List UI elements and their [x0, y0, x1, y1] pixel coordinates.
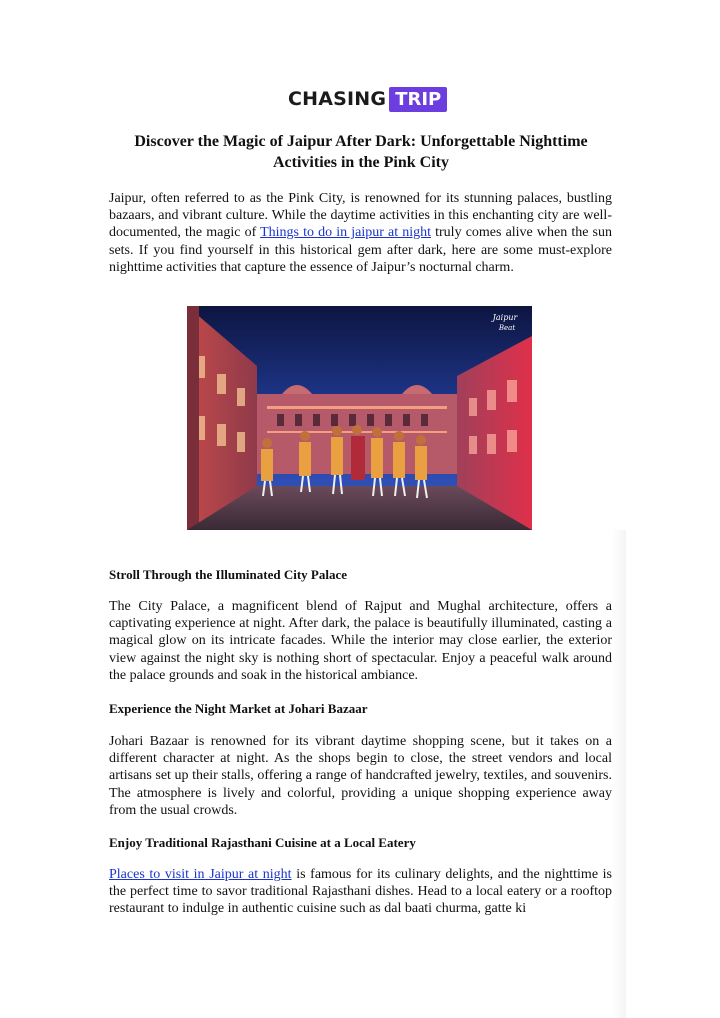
intro-paragraph: [109, 190, 612, 276]
section-heading: Enjoy Traditional Rajasthani Cuisine at a Local Eatery: [109, 835, 416, 850]
section-paragraph: [109, 866, 612, 918]
photo-watermark-line2: Beat: [498, 324, 516, 332]
section-heading: Experience the Night Market at Johari Bazaar: [109, 701, 368, 716]
section-paragraph-text: is famous for its culinary delights, and the nighttime is the perfect time to savor traditional Rajasthani dishes. Head to a local eatery or a rooftop restaurant to indulge in authentic cuisine such as dal baati churma, gatte ki: [109, 867, 613, 917]
photo-watermark-line1: Jaipur: [492, 313, 518, 322]
page-edge-shadow: [612, 530, 626, 1018]
logo-word-chasing: CHASING: [288, 88, 387, 110]
logo-word-trip: TRIP: [389, 87, 447, 112]
chasing-trip-logo[interactable]: [288, 87, 447, 112]
intro-text-after: truly comes alive when the sun sets. If you find yourself in this historical gem after dark, here are some must-explore nighttime activities that capture the essence of Jaipur’s nocturnal charm.: [109, 225, 612, 275]
section-paragraph: Johari Bazaar is renowned for its vibrant daytime shopping scene, but it takes on a different character at night. As the shops begin to close, the street vendors and local artisans set up their stalls, offering a range of handcrafted jewelry, textiles, and souvenirs. The atmosphere is lively and colorful, providing a unique shopping experience away from the usual crowds.: [109, 734, 612, 818]
section-heading: Stroll Through the Illuminated City Palace: [109, 567, 347, 582]
places-to-visit-link[interactable]: Places to visit in Jaipur at night: [109, 867, 292, 882]
things-to-do-link[interactable]: Things to do in jaipur at night: [260, 225, 432, 241]
section-paragraph: The City Palace, a magnificent blend of Rajput and Mughal architecture, offers a captivating experience at night. After dark, the palace is beautifully illuminated, casting a magical glow on its intricate facades. While the interior may close earlier, the exterior view against the night sky is nothing short of spectacular. Enjoy a peaceful walk around the palace grounds and soak in the historical ambiance.: [109, 599, 612, 683]
city-palace-night-photo: [187, 306, 532, 530]
intro-text-before: Jaipur, often referred to as the Pink City, is renowned for its stunning palaces, bustling bazaars, and vibrant culture. While the daytime activities in this enchanting city are well-documented, the magic of: [109, 191, 612, 241]
article-title: Discover the Magic of Jaipur After Dark: Unforgettable Nighttime Activities in the Pink City: [134, 133, 588, 171]
